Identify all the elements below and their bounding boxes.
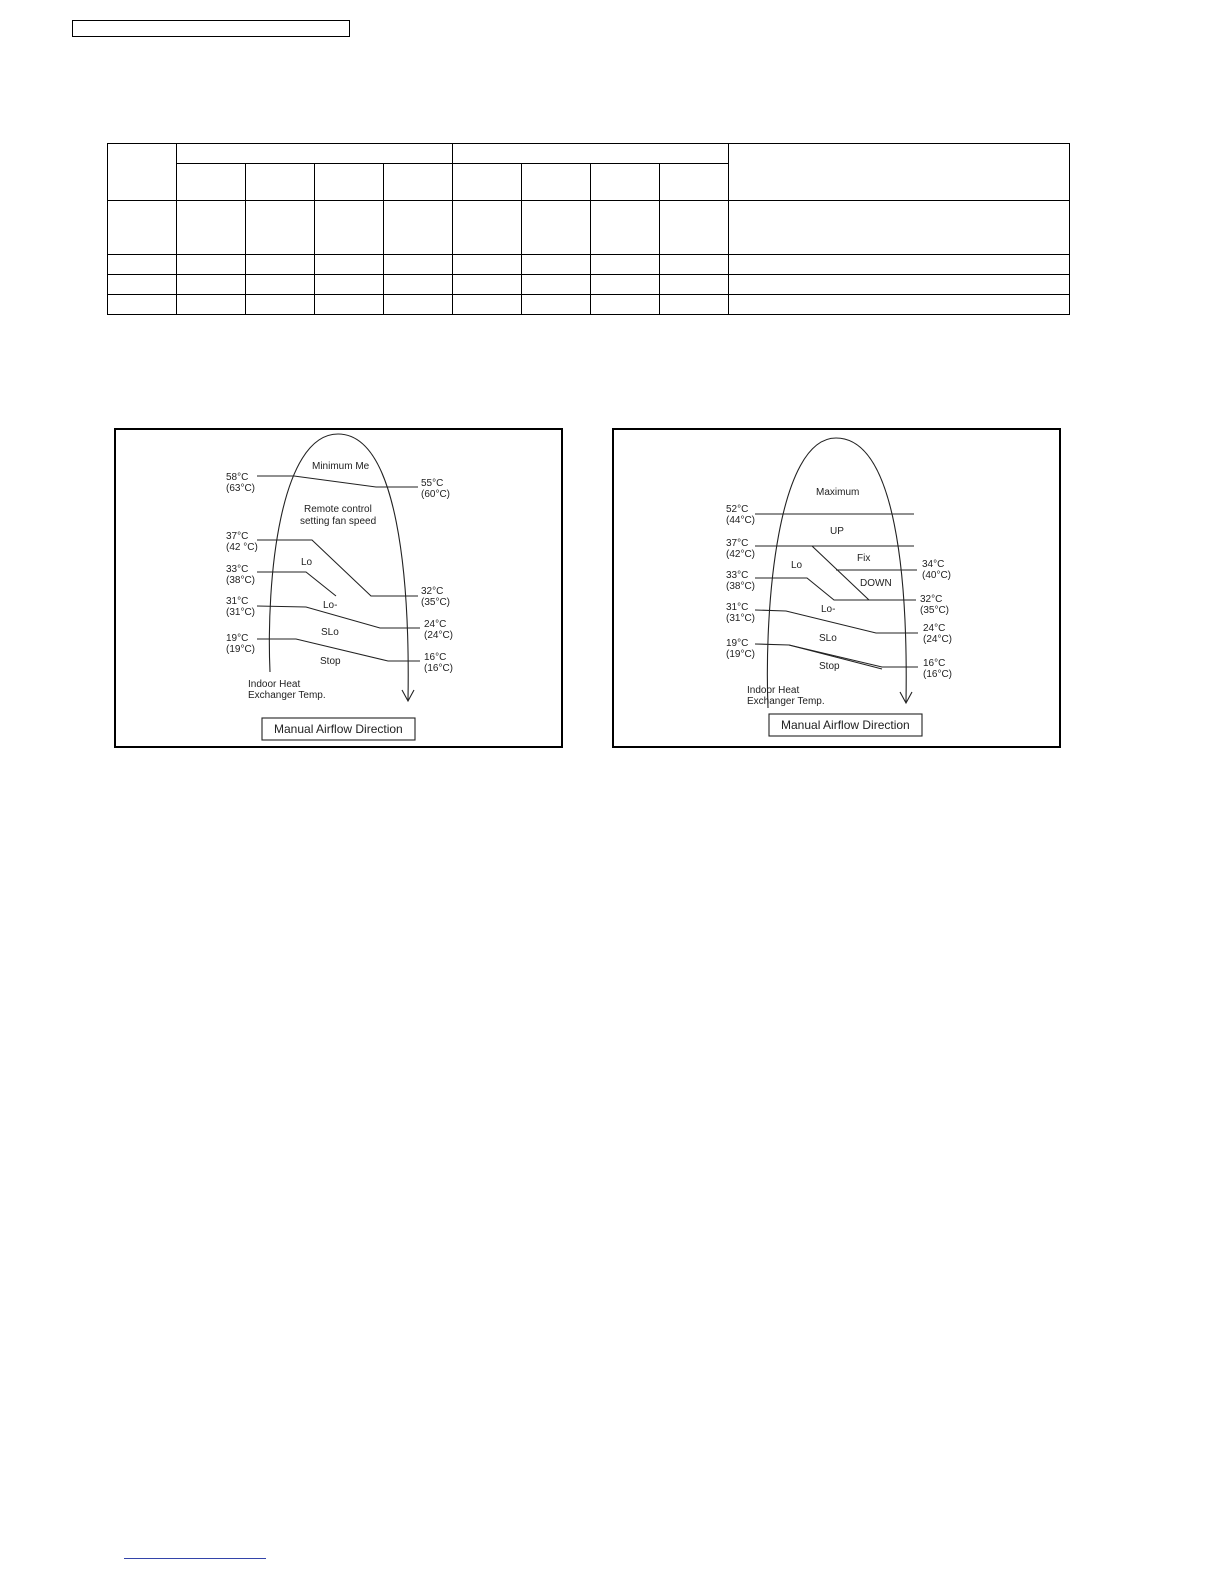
threshold-line-31 xyxy=(257,606,420,628)
fan-speed-diagram xyxy=(114,428,563,748)
airflow-direction-diagram-svg xyxy=(614,430,1059,746)
table-cell xyxy=(384,275,453,295)
right-temp-paren: (24°C) xyxy=(923,634,953,645)
table-row xyxy=(108,295,1070,315)
table-cell xyxy=(177,201,246,255)
table-cell xyxy=(177,144,453,164)
left-temp: 33°C xyxy=(726,570,749,581)
caption-text: Manual Airflow Direction xyxy=(781,718,910,732)
table-cell xyxy=(453,275,522,295)
left-temp: 31°C xyxy=(226,596,249,607)
table-cell xyxy=(660,255,729,275)
left-temp: 33°C xyxy=(226,564,249,575)
right-temp-paren: (40°C) xyxy=(922,570,952,581)
table-cell xyxy=(660,201,729,255)
table-cell xyxy=(522,201,591,255)
stop-label: Stop xyxy=(320,656,341,667)
left-temp: 31°C xyxy=(726,602,749,613)
table-cell xyxy=(453,295,522,315)
right-temp-paren: (35°C) xyxy=(421,597,451,608)
table-cell xyxy=(591,255,660,275)
right-temp-paren: (60°C) xyxy=(421,489,451,500)
right-temp: 32°C xyxy=(920,594,943,605)
axis-label-line1: Indoor Heat xyxy=(747,685,800,696)
axis-label-line1: Indoor Heat xyxy=(248,679,301,690)
table-cell xyxy=(522,255,591,275)
lo-label: Lo xyxy=(301,557,313,568)
right-temp: 24°C xyxy=(424,619,447,630)
slo-label: SLo xyxy=(819,633,837,644)
table-cell xyxy=(177,295,246,315)
table-row xyxy=(108,201,1070,255)
right-temp-paren: (16°C) xyxy=(424,663,454,674)
threshold-line-33 xyxy=(257,572,336,596)
fan-speed-diagram-svg xyxy=(116,430,561,746)
right-temp: 16°C xyxy=(424,652,447,663)
right-temp-paren: (16°C) xyxy=(923,669,953,680)
left-temp-paren: (63°C) xyxy=(226,483,256,494)
left-temp-paren: (19°C) xyxy=(726,649,756,660)
footer-link-underline xyxy=(124,1558,266,1559)
table-cell xyxy=(108,255,177,275)
left-temp: 37°C xyxy=(726,538,749,549)
spec-table xyxy=(107,143,1070,315)
left-temp: 19°C xyxy=(726,638,749,649)
table-cell xyxy=(453,144,729,164)
table-cell xyxy=(591,295,660,315)
left-temp-paren: (19°C) xyxy=(226,644,256,655)
table-cell xyxy=(108,295,177,315)
threshold-line-37 xyxy=(257,540,418,596)
header-box xyxy=(72,20,350,37)
table-cell xyxy=(177,164,246,201)
zone-label-line2: setting fan speed xyxy=(300,516,377,527)
table-cell xyxy=(522,164,591,201)
table-cell xyxy=(729,275,1070,295)
fix-label: Fix xyxy=(857,553,871,564)
table-cell xyxy=(660,295,729,315)
left-temp-paren: (31°C) xyxy=(726,613,756,624)
left-temp-paren: (44°C) xyxy=(726,515,756,526)
right-temp: 24°C xyxy=(923,623,946,634)
axis-label-line2: Exchanger Temp. xyxy=(747,696,825,707)
table-cell xyxy=(729,144,1070,201)
lo-label: Lo xyxy=(791,560,803,571)
table-cell xyxy=(315,275,384,295)
threshold-line-minimum xyxy=(257,476,418,487)
table-header-row xyxy=(108,144,1070,164)
left-temp: 58°C xyxy=(226,472,249,483)
caption-text: Manual Airflow Direction xyxy=(274,722,403,736)
left-temp-paren: (38°C) xyxy=(726,581,756,592)
lo-minus-label: Lo- xyxy=(323,600,338,611)
maximum-label: Maximum xyxy=(816,487,860,498)
table-cell xyxy=(108,275,177,295)
table-cell xyxy=(384,295,453,315)
down-label: DOWN xyxy=(860,578,892,589)
table-cell xyxy=(660,164,729,201)
table-cell xyxy=(591,201,660,255)
left-temp: 37°C xyxy=(226,531,249,542)
slo-label: SLo xyxy=(321,627,339,638)
table-cell xyxy=(246,275,315,295)
table-cell xyxy=(522,275,591,295)
table-cell xyxy=(453,164,522,201)
table-cell xyxy=(108,201,177,255)
table-cell xyxy=(522,295,591,315)
table-cell xyxy=(453,201,522,255)
right-temp: 34°C xyxy=(922,559,945,570)
up-label: UP xyxy=(830,526,844,537)
table-cell xyxy=(246,255,315,275)
table-cell xyxy=(729,255,1070,275)
left-temp-paren: (31°C) xyxy=(226,607,256,618)
left-temp: 19°C xyxy=(226,633,249,644)
table-cell xyxy=(315,164,384,201)
right-temp: 55°C xyxy=(421,478,444,489)
table-cell xyxy=(453,255,522,275)
table-cell xyxy=(384,255,453,275)
table-cell xyxy=(729,295,1070,315)
table-cell xyxy=(384,201,453,255)
table-cell xyxy=(384,164,453,201)
table-cell xyxy=(246,164,315,201)
axis-label-line2: Exchanger Temp. xyxy=(248,690,326,701)
table-cell xyxy=(591,275,660,295)
left-temp: 52°C xyxy=(726,504,749,515)
table-cell xyxy=(315,201,384,255)
airflow-direction-diagram xyxy=(612,428,1061,748)
table-row xyxy=(108,275,1070,295)
table-cell xyxy=(315,255,384,275)
table-row xyxy=(108,255,1070,275)
table-cell xyxy=(246,295,315,315)
right-temp-paren: (35°C) xyxy=(920,605,950,616)
table-cell xyxy=(177,275,246,295)
table-cell xyxy=(246,201,315,255)
zone-label-line1: Remote control xyxy=(304,504,372,515)
table-cell xyxy=(315,295,384,315)
right-temp: 32°C xyxy=(421,586,444,597)
table-cell xyxy=(660,275,729,295)
left-temp-paren: (42 °C) xyxy=(226,542,258,553)
table-cell xyxy=(591,164,660,201)
threshold-line-31 xyxy=(755,610,918,633)
lo-minus-label: Lo- xyxy=(821,604,836,615)
left-temp-paren: (38°C) xyxy=(226,575,256,586)
stop-label: Stop xyxy=(819,661,840,672)
table-cell xyxy=(108,144,177,201)
table-cell xyxy=(729,201,1070,255)
threshold-line-33 xyxy=(755,578,916,600)
right-temp: 16°C xyxy=(923,658,946,669)
table-cell xyxy=(177,255,246,275)
minimum-label: Minimum Me xyxy=(312,461,370,472)
left-temp-paren: (42°C) xyxy=(726,549,756,560)
right-temp-paren: (24°C) xyxy=(424,630,454,641)
